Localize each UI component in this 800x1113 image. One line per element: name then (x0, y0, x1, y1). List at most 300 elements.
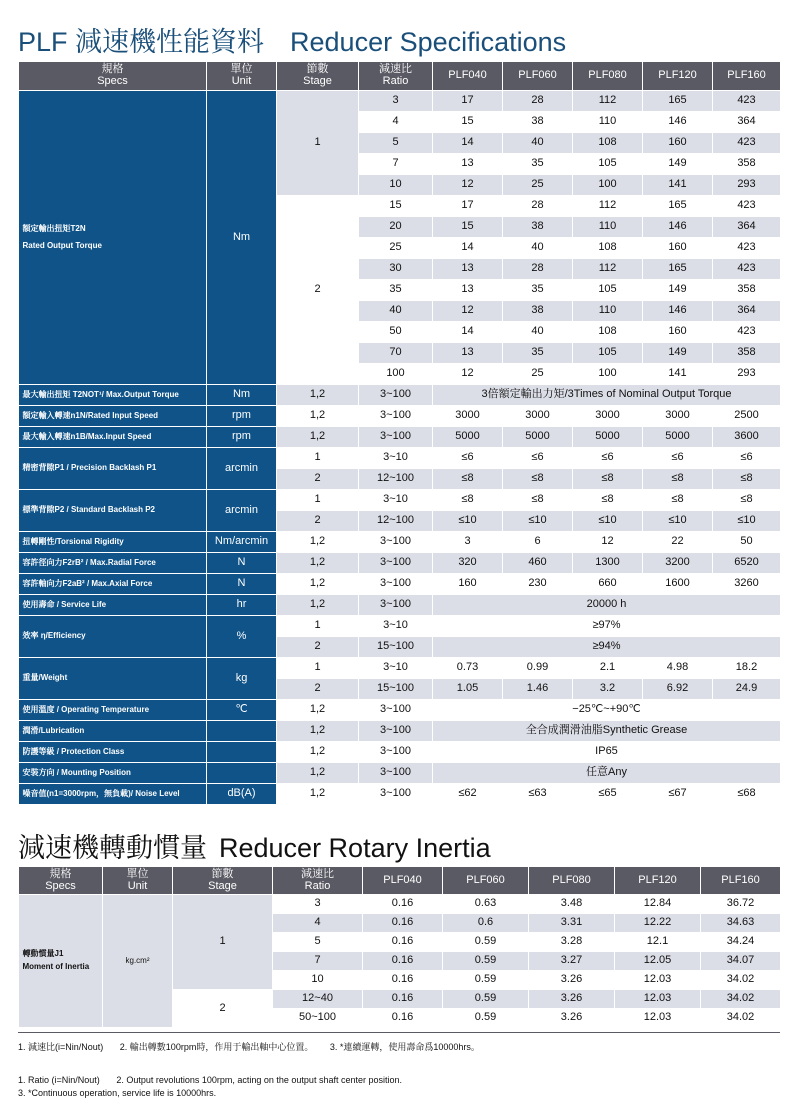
table-row (19, 616, 781, 637)
value-cell: 364 (713, 112, 781, 133)
ratio-cell: 7 (273, 952, 363, 971)
value-cell: 6520 (713, 553, 781, 574)
value-cell: ≤68 (713, 784, 781, 805)
rigidity-ratio: 3~100 (359, 532, 433, 553)
value-cell: 13 (433, 280, 503, 301)
efficiency-value: ≥94% (433, 637, 781, 658)
value-cell: 36.72 (701, 895, 781, 914)
value-cell: ≤8 (503, 469, 573, 490)
value-cell: 3.31 (529, 914, 615, 933)
value-cell: 0.6 (443, 914, 529, 933)
backlash_p2-stage: 2 (277, 511, 359, 532)
value-cell: 14 (433, 133, 503, 154)
backlash_p1-ratio: 12~100 (359, 469, 433, 490)
value-cell: ≤10 (713, 511, 781, 532)
value-cell: 364 (713, 217, 781, 238)
ratio-cell: 50~100 (273, 1009, 363, 1028)
value-cell: 17 (433, 196, 503, 217)
value-cell: 28 (503, 196, 573, 217)
value-cell: 423 (713, 196, 781, 217)
backlash_p2-ratio: 12~100 (359, 511, 433, 532)
value-cell: 15 (433, 112, 503, 133)
rated_speed-unit: rpm (207, 406, 277, 427)
mounting-ratio: 3~100 (359, 763, 433, 784)
header-ratio (359, 62, 433, 91)
value-cell: 0.59 (443, 990, 529, 1009)
header-model: PLF060 (443, 867, 529, 895)
weight-stage: 2 (277, 679, 359, 700)
value-cell: 100 (573, 175, 643, 196)
lubrication-value: 全合成潤滑油脂Synthetic Grease (433, 721, 781, 742)
value-cell: 12.05 (615, 952, 701, 971)
value-cell: ≤6 (573, 448, 643, 469)
value-cell: 3.26 (529, 990, 615, 1009)
value-cell: 5000 (503, 427, 573, 448)
lubrication-ratio: 3~100 (359, 721, 433, 742)
protection-stage: 1,2 (277, 742, 359, 763)
value-cell: ≤8 (713, 490, 781, 511)
value-cell: 12.03 (615, 990, 701, 1009)
value-cell: 0.73 (433, 658, 503, 679)
value-cell: 35 (503, 343, 573, 364)
value-cell: 660 (573, 574, 643, 595)
header-stage-zh: 節數 (306, 63, 329, 76)
header-model: PLF060 (503, 62, 573, 91)
torque-stage: 1 (277, 91, 359, 196)
header-model: PLF040 (433, 62, 503, 91)
ratio-cell: 100 (359, 364, 433, 385)
backlash_p1-stage: 1 (277, 448, 359, 469)
value-cell: 34.02 (701, 1009, 781, 1028)
ratio-cell: 5 (273, 933, 363, 952)
value-cell: ≤8 (713, 469, 781, 490)
backlash_p1-stage: 2 (277, 469, 359, 490)
value-cell: 146 (643, 112, 713, 133)
value-cell: 40 (503, 133, 573, 154)
table-row (19, 700, 781, 721)
torque-unit: Nm (207, 91, 277, 385)
notes-en-line2 (18, 1088, 216, 1098)
ratio-cell: 10 (359, 175, 433, 196)
ratio-cell: 20 (359, 217, 433, 238)
ratio-cell: 3 (273, 895, 363, 914)
value-cell: 0.16 (363, 971, 443, 990)
backlash_p1-unit: arcmin (207, 448, 277, 490)
value-cell: ≤8 (573, 469, 643, 490)
value-cell: 0.16 (363, 1009, 443, 1028)
value-cell: 358 (713, 343, 781, 364)
value-cell: 12.1 (615, 933, 701, 952)
value-cell: ≤8 (433, 490, 503, 511)
value-cell: 5000 (433, 427, 503, 448)
max_torque-ratio: 3~100 (359, 385, 433, 406)
value-cell: 146 (643, 301, 713, 322)
value-cell: 100 (573, 364, 643, 385)
protection-unit (207, 742, 277, 763)
value-cell: 165 (643, 196, 713, 217)
value-cell: 460 (503, 553, 573, 574)
note-zh-1: 1. 減速比(i=Nin/Nout) (18, 1042, 104, 1052)
inertia-unit: kg.cm² (103, 895, 173, 1028)
rigidity-unit: Nm/arcmin (207, 532, 277, 553)
temperature-label: 使用溫度 / Operating Temperature (19, 700, 207, 721)
ratio-cell: 70 (359, 343, 433, 364)
value-cell: 28 (503, 259, 573, 280)
value-cell: 110 (573, 112, 643, 133)
spec-title-zh: PLF 減速機性能資料 (18, 27, 265, 57)
note-zh-2: 2. 輸出轉數100rpm時，作用于輸出軸中心位置。 (119, 1042, 314, 1052)
mounting-label: 安裝方向 / Mounting Position (19, 763, 207, 784)
value-cell: 24.9 (713, 679, 781, 700)
value-cell: 38 (503, 301, 573, 322)
value-cell: 3.26 (529, 1009, 615, 1028)
rated_speed-ratio: 3~100 (359, 406, 433, 427)
value-cell: 423 (713, 133, 781, 154)
value-cell: 165 (643, 259, 713, 280)
header-specs-zh: 規格 (49, 867, 72, 880)
value-cell: 35 (503, 154, 573, 175)
inertia-title-zh: 減速機轉動慣量 (18, 833, 207, 863)
max_speed-stage: 1,2 (277, 427, 359, 448)
value-cell: ≤6 (503, 448, 573, 469)
inertia-stage: 1 (173, 895, 273, 990)
ratio-cell: 4 (359, 112, 433, 133)
value-cell: 3 (433, 532, 503, 553)
value-cell: 18.2 (713, 658, 781, 679)
weight-unit: kg (207, 658, 277, 700)
value-cell: 141 (643, 364, 713, 385)
lubrication-unit (207, 721, 277, 742)
value-cell: ≤8 (643, 490, 713, 511)
table-row (19, 385, 781, 406)
value-cell: 6.92 (643, 679, 713, 700)
max_speed-ratio: 3~100 (359, 427, 433, 448)
axial-unit: N (207, 574, 277, 595)
value-cell: 13 (433, 343, 503, 364)
efficiency-ratio: 3~10 (359, 616, 433, 637)
header-model: PLF160 (713, 62, 781, 91)
value-cell: ≤67 (643, 784, 713, 805)
torque-label-zh: 額定輸出扭矩T2N (22, 223, 86, 233)
value-cell: 22 (643, 532, 713, 553)
inertia-label-zh: 轉動慣量J1 (22, 949, 64, 959)
value-cell: 3.48 (529, 895, 615, 914)
weight-label: 重量/Weight (19, 658, 207, 700)
value-cell: 160 (643, 133, 713, 154)
header-ratio-zh: 減速比 (379, 63, 412, 76)
value-cell: ≤63 (503, 784, 573, 805)
header-unit-en: Unit (127, 879, 148, 892)
inertia-label-en: Moment of Inertia (22, 962, 90, 971)
value-cell: 112 (573, 196, 643, 217)
value-cell: 38 (503, 217, 573, 238)
inertia-title-en: Reducer Rotary Inertia (219, 833, 491, 863)
inertia-label (19, 895, 103, 1028)
value-cell: 1.05 (433, 679, 503, 700)
value-cell: 0.16 (363, 914, 443, 933)
axial-ratio: 3~100 (359, 574, 433, 595)
notes-en-line1 (18, 1075, 416, 1085)
value-cell: 12.03 (615, 971, 701, 990)
mounting-unit (207, 763, 277, 784)
value-cell: 3000 (503, 406, 573, 427)
value-cell: 112 (573, 91, 643, 112)
value-cell: 3.26 (529, 971, 615, 990)
value-cell: 14 (433, 322, 503, 343)
table-row (19, 427, 781, 448)
value-cell: 3260 (713, 574, 781, 595)
noise-label: 噪音值(n1=3000rpm，無負載)/ Noise Level (19, 784, 207, 805)
note-en-3: 3. *Continuous operation, service life is 10000hrs. (18, 1088, 217, 1098)
value-cell: 12 (573, 532, 643, 553)
radial-ratio: 3~100 (359, 553, 433, 574)
table-row (19, 448, 781, 469)
value-cell: 1.46 (503, 679, 573, 700)
radial-label: 容許徑向力F2rB² / Max.Radial Force (19, 553, 207, 574)
value-cell: 108 (573, 238, 643, 259)
value-cell: ≤8 (573, 490, 643, 511)
max_torque-value: 3倍額定輸出力矩/3Times of Nominal Output Torque (433, 385, 781, 406)
header-specs (19, 867, 103, 895)
value-cell: 293 (713, 364, 781, 385)
backlash_p2-ratio: 3~10 (359, 490, 433, 511)
value-cell: 1300 (573, 553, 643, 574)
value-cell: 146 (643, 217, 713, 238)
value-cell: ≤10 (643, 511, 713, 532)
value-cell: 358 (713, 280, 781, 301)
value-cell: 110 (573, 217, 643, 238)
header-row (19, 62, 781, 91)
ratio-cell: 25 (359, 238, 433, 259)
value-cell: 12.84 (615, 895, 701, 914)
efficiency-unit: % (207, 616, 277, 658)
value-cell: 6 (503, 532, 573, 553)
max_torque-stage: 1,2 (277, 385, 359, 406)
value-cell: 28 (503, 91, 573, 112)
ratio-cell: 10 (273, 971, 363, 990)
backlash_p2-label: 標準背隙P2 / Standard Backlash P2 (19, 490, 207, 532)
header-stage-en: Stage (303, 75, 332, 87)
torque-label (19, 91, 207, 385)
header-ratio (273, 867, 363, 895)
value-cell: 0.16 (363, 990, 443, 1009)
value-cell: 38 (503, 112, 573, 133)
value-cell: 110 (573, 301, 643, 322)
notes-divider (18, 1032, 780, 1033)
table-row (19, 595, 781, 616)
value-cell: 34.07 (701, 952, 781, 971)
value-cell: 320 (433, 553, 503, 574)
header-model: PLF120 (643, 62, 713, 91)
value-cell: 3200 (643, 553, 713, 574)
life-unit: hr (207, 595, 277, 616)
value-cell: 50 (713, 532, 781, 553)
value-cell: 108 (573, 322, 643, 343)
value-cell: ≤8 (433, 469, 503, 490)
value-cell: 12 (433, 175, 503, 196)
temperature-stage: 1,2 (277, 700, 359, 721)
ratio-cell: 12~40 (273, 990, 363, 1009)
value-cell: 25 (503, 364, 573, 385)
header-specs-zh: 規格 (101, 63, 124, 76)
value-cell: 2.1 (573, 658, 643, 679)
value-cell: 364 (713, 301, 781, 322)
temperature-ratio: 3~100 (359, 700, 433, 721)
header-stage (173, 867, 273, 895)
header-specs-en: Specs (45, 879, 76, 892)
efficiency-label: 效率 η/Efficiency (19, 616, 207, 658)
value-cell: 0.16 (363, 952, 443, 971)
value-cell: 3000 (643, 406, 713, 427)
value-cell: 149 (643, 343, 713, 364)
spec-title-en: Reducer Specifications (290, 27, 567, 57)
value-cell: 141 (643, 175, 713, 196)
table-row (19, 658, 781, 679)
efficiency-ratio: 15~100 (359, 637, 433, 658)
value-cell: 5000 (643, 427, 713, 448)
value-cell: ≤8 (643, 469, 713, 490)
weight-ratio: 3~10 (359, 658, 433, 679)
value-cell: 14 (433, 238, 503, 259)
header-specs (19, 62, 207, 91)
value-cell: 25 (503, 175, 573, 196)
ratio-cell: 5 (359, 133, 433, 154)
value-cell: 13 (433, 259, 503, 280)
value-cell: 358 (713, 154, 781, 175)
table-row (19, 490, 781, 511)
header-stage-en: Stage (208, 879, 237, 892)
value-cell: 105 (573, 154, 643, 175)
header-model: PLF080 (573, 62, 643, 91)
note-en-2: 2. Output revolutions 100rpm, acting on the output shaft center position. (116, 1075, 402, 1085)
header-model: PLF040 (363, 867, 443, 895)
inertia-table (18, 866, 781, 1028)
value-cell: 293 (713, 175, 781, 196)
value-cell: ≤10 (503, 511, 573, 532)
header-unit-zh: 單位 (126, 867, 149, 880)
value-cell: 2500 (713, 406, 781, 427)
ratio-cell: 7 (359, 154, 433, 175)
table-row (19, 91, 781, 112)
ratio-cell: 35 (359, 280, 433, 301)
value-cell: ≤6 (713, 448, 781, 469)
note-en-1: 1. Ratio (i=Nin/Nout) (18, 1075, 100, 1085)
header-ratio-en: Ratio (382, 75, 409, 87)
header-ratio-en: Ratio (304, 879, 331, 892)
value-cell: 4.98 (643, 658, 713, 679)
protection-value: IP65 (433, 742, 781, 763)
efficiency-value: ≥97% (433, 616, 781, 637)
value-cell: 149 (643, 154, 713, 175)
temperature-unit: ℃ (207, 700, 277, 721)
value-cell: 423 (713, 91, 781, 112)
life-value: 20000 h (433, 595, 781, 616)
efficiency-stage: 1 (277, 616, 359, 637)
backlash_p1-label: 精密背隙P1 / Precision Backlash P1 (19, 448, 207, 490)
radial-unit: N (207, 553, 277, 574)
inertia-title (18, 826, 491, 865)
table-row (19, 574, 781, 595)
ratio-cell: 4 (273, 914, 363, 933)
table-row (19, 721, 781, 742)
header-model: PLF080 (529, 867, 615, 895)
weight-ratio: 15~100 (359, 679, 433, 700)
weight-stage: 1 (277, 658, 359, 679)
value-cell: 149 (643, 280, 713, 301)
protection-label: 防護等級 / Protection Class (19, 742, 207, 763)
axial-stage: 1,2 (277, 574, 359, 595)
value-cell: 108 (573, 133, 643, 154)
value-cell: 40 (503, 238, 573, 259)
inertia-stage: 2 (173, 990, 273, 1028)
efficiency-stage: 2 (277, 637, 359, 658)
header-ratio-zh: 減速比 (301, 867, 334, 880)
ratio-cell: 3 (359, 91, 433, 112)
value-cell: 3000 (573, 406, 643, 427)
mounting-stage: 1,2 (277, 763, 359, 784)
value-cell: 17 (433, 91, 503, 112)
header-unit (103, 867, 173, 895)
life-stage: 1,2 (277, 595, 359, 616)
note-zh-3: 3. *連續運轉，使用壽命爲10000hrs。 (329, 1042, 480, 1052)
spec-table (18, 61, 781, 805)
max_torque-unit: Nm (207, 385, 277, 406)
header-unit (207, 62, 277, 91)
temperature-value: −25℃~+90℃ (433, 700, 781, 721)
table-row (19, 763, 781, 784)
value-cell: 423 (713, 259, 781, 280)
value-cell: 423 (713, 322, 781, 343)
value-cell: ≤8 (503, 490, 573, 511)
life-label: 使用壽命 / Service Life (19, 595, 207, 616)
header-unit-zh: 單位 (230, 63, 253, 76)
rigidity-label: 扭轉剛性/Torsional Rigidity (19, 532, 207, 553)
table-row (19, 532, 781, 553)
table-row (19, 406, 781, 427)
header-row (19, 867, 781, 895)
value-cell: 12.03 (615, 1009, 701, 1028)
header-model: PLF160 (701, 867, 781, 895)
rated_speed-stage: 1,2 (277, 406, 359, 427)
table-row (19, 742, 781, 763)
value-cell: 3.28 (529, 933, 615, 952)
value-cell: 160 (643, 322, 713, 343)
mounting-value: 任意Any (433, 763, 781, 784)
value-cell: 34.02 (701, 971, 781, 990)
value-cell: 0.16 (363, 933, 443, 952)
value-cell: 3.2 (573, 679, 643, 700)
value-cell: 0.59 (443, 933, 529, 952)
value-cell: 160 (433, 574, 503, 595)
ratio-cell: 50 (359, 322, 433, 343)
value-cell: ≤10 (433, 511, 503, 532)
noise-unit: dB(A) (207, 784, 277, 805)
value-cell: 12 (433, 364, 503, 385)
rated_speed-label: 額定輸入轉速n1N/Rated Input Speed (19, 406, 207, 427)
max_speed-label: 最大輸入轉速n1B/Max.Input Speed (19, 427, 207, 448)
header-stage (277, 62, 359, 91)
value-cell: 0.63 (443, 895, 529, 914)
value-cell: 0.59 (443, 1009, 529, 1028)
ratio-cell: 30 (359, 259, 433, 280)
value-cell: ≤10 (573, 511, 643, 532)
value-cell: 12.22 (615, 914, 701, 933)
value-cell: 34.63 (701, 914, 781, 933)
table-row (19, 895, 781, 914)
life-ratio: 3~100 (359, 595, 433, 616)
value-cell: 165 (643, 91, 713, 112)
value-cell: 0.99 (503, 658, 573, 679)
